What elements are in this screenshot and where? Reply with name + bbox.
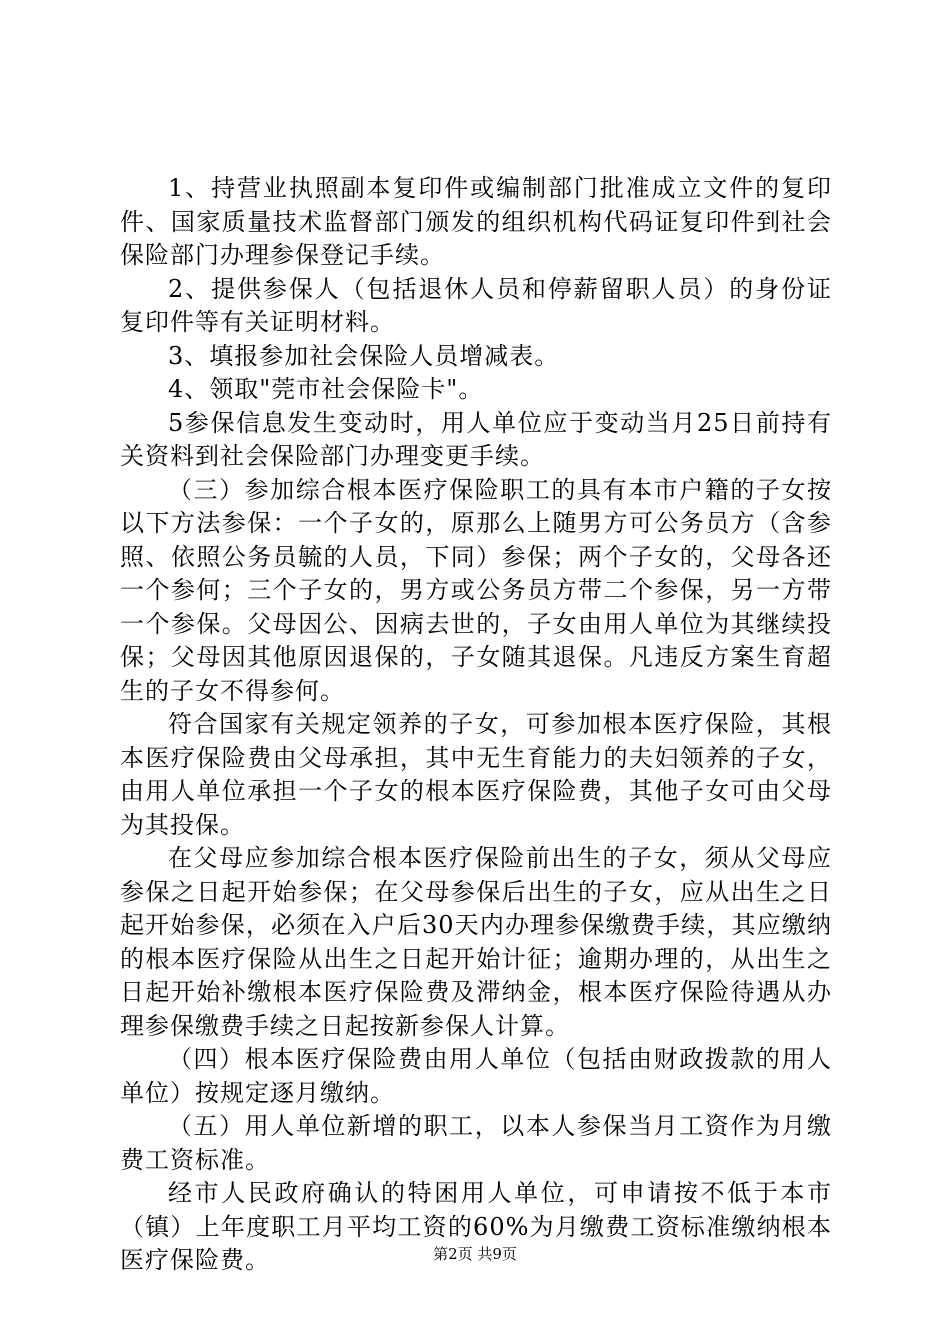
page-number-footer: 第2页 共9页 [433,1245,517,1263]
paragraph-adopted-children: 符合国家有关规定领养的子女，可参加根本医疗保险，其根本医疗保险费由父母承担，其中无生育能力的夫妇领养的子女，由用人单位承担一个子女的根本医疗保险费，其他子女可由父母为其投保。 [120,710,832,839]
paragraph-section-4: （四）根本医疗保险费由用人单位（包括由财政拨款的用人单位）按规定逐月缴纳。 [120,1045,832,1107]
paragraph-item-2: 2、提供参保人（包括退休人员和停薪留职人员）的身份证复印件等有关证明材料。 [120,274,832,336]
paragraph-item-1: 1、持营业执照副本复印件或编制部门批准成立文件的复印件、国家质量技术监督部门颁发的组织机构代码证复印件到社会保险部门办理参保登记手续。 [120,174,832,269]
paragraph-section-5: （五）用人单位新增的职工，以本人参保当月工资作为月缴费工资标准。 [120,1112,832,1174]
paragraph-newborn-children: 在父母应参加综合根本医疗保险前出生的子女，须从父母应参保之日起开始参保；在父母参保后出生的子女，应从出生之日起开始参保，必须在入户后30天内办理参保缴费手续，其应缴纳的根本医疗保险从出生之日起开始计征；逾期办理的，从出生之日起开始补缴根本医疗保险费及滞纳金，根本医疗保险待遇从办理参保缴费手续之日起按新参保人计算。 [120,844,832,1040]
document-body [120,172,832,1278]
paragraph-hardship-units: 经市人民政府确认的特困用人单位，可申请按不低于本市（镇）上年度职工月平均工资的60%为月缴费工资标准缴纳根本医疗保险费。 [120,1179,832,1274]
paragraph-item-4: 4、领取"莞市社会保险卡"。 [168,375,484,403]
paragraph-section-3: （三）参加综合根本医疗保险职工的具有本市户籍的子女按以下方法参保：一个子女的，原那么上随男方可公务员方（含参照、依照公务员毓的人员，下同）参保；两个子女的，父母各还一个参何；三个子女的，男方或公务员方带二个参保，另一方带一个参保。父母因公、因病去世的，子女由用人单位为其继续投保；父母因其他原因退保的，子女随其退保。凡违反方案生育超生的子女不得参何。 [120,475,832,705]
paragraph-item-3: 3、填报参加社会保险人员增减表。 [168,341,560,370]
paragraph-item-5: 5参保信息发生变动时，用人单位应于变动当月25日前持有关资料到社会保险部门办理变更手续。 [120,408,832,470]
